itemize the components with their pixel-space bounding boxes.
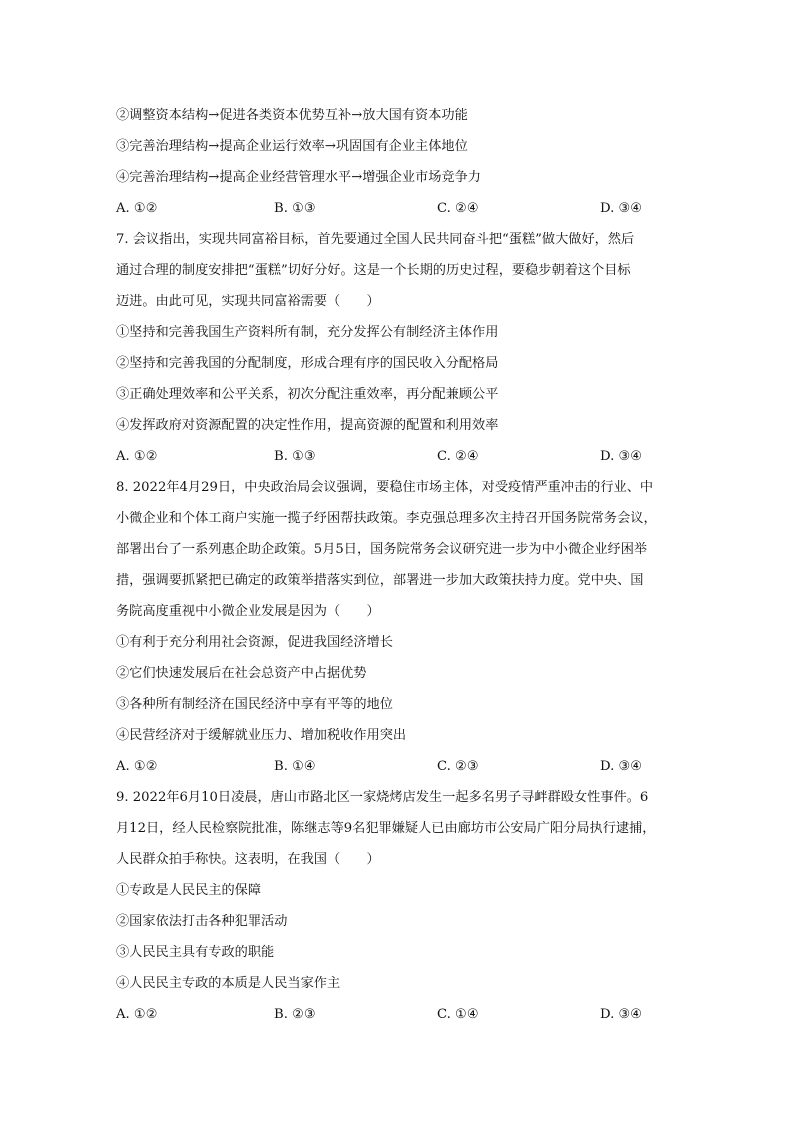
q9-option-d[interactable]: D. ③④ bbox=[600, 1007, 643, 1022]
q9-options bbox=[116, 999, 682, 1030]
q8-item-2: ②它们快速发展后在社会总资产中占据优势 bbox=[116, 666, 367, 681]
q8-item-1: ①有利于充分利用社会资源，促进我国经济增长 bbox=[116, 635, 393, 650]
q7-stem-line-2: 通过合理的制度安排把“蛋糕”切好分好。这是一个长期的历史过程，要稳步朝着这个目标 bbox=[116, 263, 631, 278]
q8-option-d[interactable]: D. ③④ bbox=[600, 759, 643, 774]
q7-stem-line-1: 7. 会议指出，实现共同富裕目标，首先要通过全国人民共同奋斗把“蛋糕”做大做好，然后 bbox=[116, 232, 635, 247]
q8-item-4: ④民营经济对于缓解就业压力、增加税收作用突出 bbox=[116, 728, 407, 743]
q8-stem-line-1: 8. 2022年4月29日，中央政治局会议强调，要稳住市场主体，对受疫情严重冲击的行业、中 bbox=[116, 480, 654, 495]
q6-item-3: ③完善治理结构→提高企业运行效率→巩固国有企业主体地位 bbox=[116, 139, 468, 154]
q9-item-3: ③人民民主具有专政的职能 bbox=[116, 945, 275, 960]
q6-item-2: ②调整资本结构→促进各类资本优势互补→放大国有资本功能 bbox=[116, 108, 468, 123]
q8-options bbox=[116, 751, 682, 782]
q9-stem-line-1: 9. 2022年6月10日凌晨，唐山市路北区一家烧烤店发生一起多名男子寻衅群殴女性事件。6 bbox=[116, 790, 649, 805]
q9-option-b[interactable]: B. ②③ bbox=[274, 1007, 316, 1022]
q7-item-2: ②坚持和完善我国的分配制度，形成合理有序的国民收入分配格局 bbox=[116, 356, 499, 371]
q7-item-3: ③正确处理效率和公平关系，初次分配注重效率，再分配兼顾公平 bbox=[116, 387, 499, 402]
q6-option-c[interactable]: C. ②④ bbox=[437, 201, 479, 216]
question-7 bbox=[116, 224, 682, 472]
q7-option-d[interactable]: D. ③④ bbox=[600, 449, 643, 464]
q8-stem-line-5: 务院高度重视中小微企业发展是因为（ ） bbox=[116, 604, 380, 619]
q6-options bbox=[116, 193, 682, 224]
q8-option-b[interactable]: B. ①④ bbox=[274, 759, 316, 774]
q9-item-4: ④人民民主专政的本质是人民当家作主 bbox=[116, 976, 341, 991]
q6-option-a[interactable]: A. ①② bbox=[116, 201, 158, 216]
q9-stem-line-3: 人民群众拍手称快。这表明，在我国（ ） bbox=[116, 852, 380, 867]
q7-option-a[interactable]: A. ①② bbox=[116, 449, 158, 464]
q9-option-a[interactable]: A. ①② bbox=[116, 1007, 158, 1022]
q8-option-a[interactable]: A. ①② bbox=[116, 759, 158, 774]
question-6-tail bbox=[116, 100, 682, 224]
q9-stem-line-2: 月12日，经人民检察院批准，陈继志等9名犯罪嫌疑人已由廊坊市公安局广阳分局执行逮捕， bbox=[116, 821, 656, 836]
q7-option-c[interactable]: C. ②④ bbox=[437, 449, 479, 464]
page-content bbox=[116, 100, 682, 1030]
q7-option-b[interactable]: B. ①③ bbox=[274, 449, 316, 464]
q8-stem-line-4: 措，强调要抓紧把已确定的政策举措落实到位，部署进一步加大政策扶持力度。党中央、国 bbox=[116, 573, 644, 588]
q7-options bbox=[116, 441, 682, 472]
q7-item-4: ④发挥政府对资源配置的决定性作用，提高资源的配置和利用效率 bbox=[116, 418, 499, 433]
q9-item-2: ②国家依法打击各种犯罪活动 bbox=[116, 914, 288, 929]
q9-item-1: ①专政是人民民主的保障 bbox=[116, 883, 262, 898]
q7-stem-line-3: 迈进。由此可见，实现共同富裕需要（ ） bbox=[116, 294, 380, 309]
q6-option-b[interactable]: B. ①③ bbox=[274, 201, 316, 216]
question-8 bbox=[116, 472, 682, 782]
q6-option-d[interactable]: D. ③④ bbox=[600, 201, 643, 216]
q9-option-c[interactable]: C. ①④ bbox=[437, 1007, 479, 1022]
q8-stem-line-2: 小微企业和个体工商户实施一揽子纾困帮扶政策。李克强总理多次主持召开国务院常务会议， bbox=[116, 511, 657, 526]
q8-stem-line-3: 部署出台了一系列惠企助企政策。5月5日，国务院常务会议研究进一步为中小微企业纾困举 bbox=[116, 542, 648, 557]
q8-item-3: ③各种所有制经济在国民经济中享有平等的地位 bbox=[116, 697, 393, 712]
question-9 bbox=[116, 782, 682, 1030]
q7-item-1: ①坚持和完善我国生产资料所有制，充分发挥公有制经济主体作用 bbox=[116, 325, 499, 340]
q6-item-4: ④完善治理结构→提高企业经营管理水平→增强企业市场竞争力 bbox=[116, 170, 481, 185]
q8-option-c[interactable]: C. ②③ bbox=[437, 759, 479, 774]
